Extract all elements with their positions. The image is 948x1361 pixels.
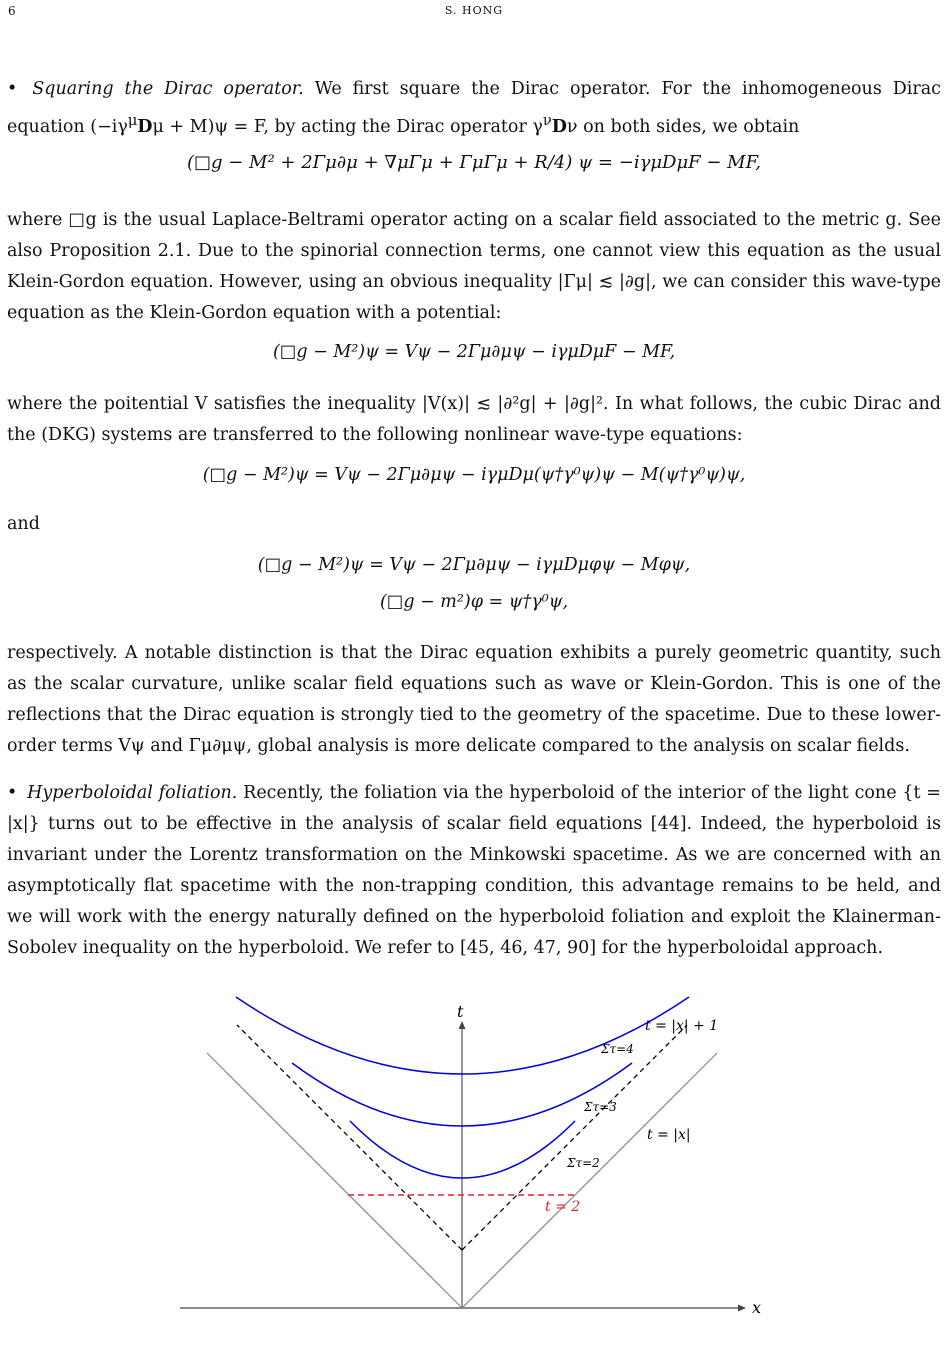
text-and: and — [7, 514, 40, 534]
hyperboloid-figure — [0, 975, 948, 1335]
equation-1: (□g − M² + 2Γμ∂μ + ∇μΓμ + ΓμΓμ + R/4) ψ = −iγμDμF − MF, — [186, 152, 762, 173]
bold-D-2: D — [551, 116, 567, 137]
text-squaring-3: where the poitential V satisfies the inequality |V(x)| ≲ |∂²g| + |∂g|². In what follows, the cubic Dirac and the (DKG) systems are transferred to the following nonlinear wave-type equations: — [7, 394, 941, 445]
bullet: • — [7, 79, 18, 99]
text-squaring-2: where □g is the usual Laplace-Beltrami operator acting on a scalar field associated to the metric g. See also Proposition 2.1. Due to the spinorial connection terms, one cannot view this equation as the usual Klein-Gordon equation. However, using an obvious inequality |Γμ| ≲ |∂g|, we can consider this wave-type equation as the Klein-Gordon equation with a potential: — [7, 210, 941, 323]
bullet-2: • — [7, 783, 18, 803]
equation-3: (□g − M²)ψ = Vψ − 2Γμ∂μψ − iγμDμ(ψ†γ⁰ψ)ψ − M(ψ†γ⁰ψ)ψ, — [202, 465, 746, 485]
equation-4a: (□g − M²)ψ = Vψ − 2Γμ∂μψ − iγμDμφψ − Mφψ, — [257, 555, 691, 575]
x-axis-arrow-icon — [738, 1305, 746, 1312]
label-sigma-2: Στ=2 — [567, 1156, 600, 1170]
paragraph-hyperboloidal — [7, 778, 941, 964]
text-squaring-1: We first square the Dirac operator. For the inhomogeneous Dirac equation (−iγ — [7, 79, 941, 137]
t-axis-label: t — [457, 1002, 464, 1021]
equation-2: (□g − M²)ψ = Vψ − 2Γμ∂μψ − iγμDμF − MF, — [272, 342, 676, 362]
running-title: S. HONG — [444, 4, 504, 17]
sup-nu: ν — [542, 112, 552, 129]
section-title-squaring: Squaring the Dirac operator. — [32, 79, 304, 99]
label-sigma-4: Στ=4 — [601, 1042, 634, 1056]
sup-mu: μ — [127, 112, 138, 129]
text-hyperboloidal: Recently, the foliation via the hyperboloid of the interior of the light cone {t = |x|} turns out to be effective in the analysis of scalar field equations [44]. Indeed, the hyperboloid is invariant under the Lorentz transformation on the Minkowski spacetime. As we are concerned with an asymptotically flat spacetime with the non-trapping condition, this advantage remains to be held, and we will work with the energy naturally defined on the hyperboloid foliation and exploit the Klainerman-Sobolev inequality on the hyperboloid. We refer to [45, 46, 47, 90] for the hyperboloidal approach. — [7, 783, 941, 958]
paragraph-squaring-intro — [7, 74, 941, 143]
page-number: 6 — [8, 4, 16, 18]
shifted-cone-left — [237, 1025, 462, 1250]
paragraph-potential — [7, 389, 941, 451]
label-sigma-3: Στ=3 — [584, 1100, 617, 1114]
label-shifted-cone: t = |x| + 1 — [645, 1018, 719, 1034]
x-axis-label: x — [752, 1298, 762, 1317]
section-hyperboloidal — [7, 778, 941, 964]
section-title-hyperboloidal: Hyperboloidal foliation. — [27, 783, 238, 803]
label-t-equals-2: t = 2 — [545, 1199, 581, 1215]
paragraph-laplace-beltrami — [7, 205, 941, 329]
text-squaring-4: respectively. A notable distinction is that the Dirac equation exhibits a purely geometric quantity, such as the scalar curvature, unlike scalar field equations such as wave or Klein-Gordon. This is one of the reflections that the Dirac equation is strongly tied to the geometry of the spacetime. Due to these lower-order terms Vψ and Γμ∂μψ, global analysis is more delicate compared to the analysis on scalar fields. — [7, 643, 941, 756]
t-axis-arrow-icon — [459, 1021, 466, 1029]
and-line — [7, 509, 941, 540]
equation-4b: (□g − m²)φ = ψ†γ⁰ψ, — [379, 592, 569, 612]
text-squaring-1f: ν on both sides, we obtain — [566, 116, 800, 137]
label-light-cone: t = |x| — [647, 1127, 691, 1143]
bold-D: D — [137, 116, 153, 137]
page-header — [0, 4, 948, 22]
text-squaring-1c: μ + M)ψ = F, by acting the Dirac operator γ — [152, 116, 543, 137]
paragraph-distinction — [7, 638, 941, 762]
section-squaring — [7, 74, 941, 143]
